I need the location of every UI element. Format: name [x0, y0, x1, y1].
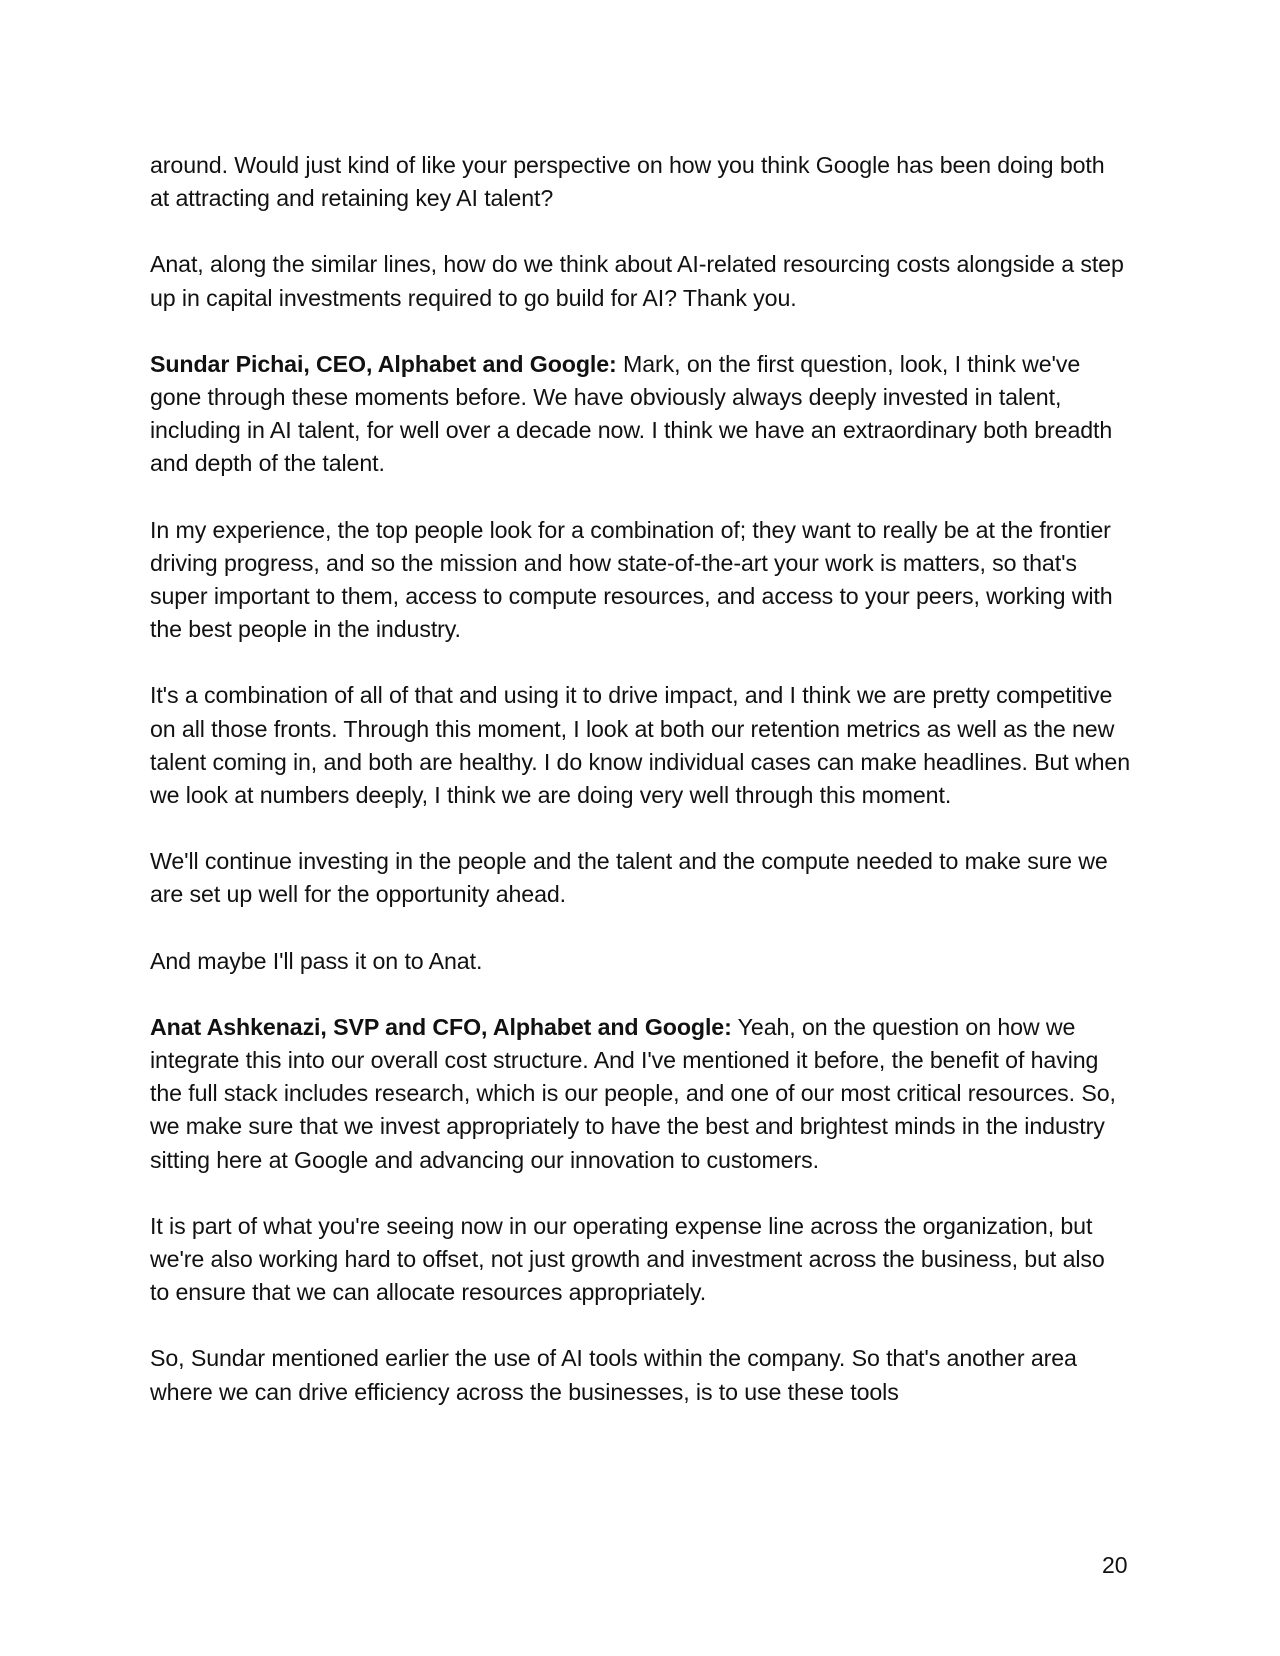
transcript-paragraph [150, 348, 1130, 481]
transcript-paragraph [150, 845, 1130, 911]
transcript-page [150, 149, 1130, 1442]
paragraph-text: So, Sundar mentioned earlier the use of AI tools within the company. So that's another area where we can drive efficiency across the businesses, is to use these tools [150, 1345, 1077, 1405]
transcript-paragraph [150, 1342, 1130, 1408]
paragraph-text: Anat, along the similar lines, how do we think about AI-related resourcing costs alongside a step up in capital investments required to go build for AI? Thank you. [150, 251, 1124, 311]
paragraph-text: around. Would just kind of like your perspective on how you think Google has been doing both at attracting and retaining key AI talent? [150, 152, 1105, 212]
speaker-name: Anat Ashkenazi, SVP and CFO, Alphabet and Google: [150, 1013, 732, 1040]
paragraph-text: We'll continue investing in the people and the talent and the compute needed to make sure we are set up well for the opportunity ahead. [150, 848, 1108, 908]
transcript-paragraph [150, 945, 1130, 978]
page-number: 20 [1102, 1552, 1128, 1578]
paragraph-text: And maybe I'll pass it on to Anat. [150, 947, 483, 974]
transcript-paragraph [150, 1210, 1130, 1310]
paragraph-text: It's a combination of all of that and using it to drive impact, and I think we are pretty competitive on all those fronts. Through this moment, I look at both our retention metrics as well as the new talent coming in, and both are healthy. I do know individual cases can make headlines. But when we look at numbers deeply, I think we are doing very well through this moment. [150, 682, 1131, 809]
transcript-paragraph [150, 514, 1130, 647]
paragraph-text: In my experience, the top people look for a combination of; they want to really be at the frontier driving progress, and so the mission and how state-of-the-art your work is matters, so that's super important to them, access to compute resources, and access to your peers, working with the best people in the industry. [150, 516, 1113, 643]
transcript-paragraph [150, 1011, 1130, 1177]
transcript-paragraph [150, 248, 1130, 314]
transcript-paragraph [150, 149, 1130, 215]
transcript-paragraph [150, 679, 1130, 812]
speaker-name: Sundar Pichai, CEO, Alphabet and Google: [150, 350, 617, 377]
paragraph-text: Mark, on the first question, look, I think we've gone through these moments before. We have obviously always deeply invested in talent, including in AI talent, for well over a decade now. I think we have an extraordinary both breadth and depth of the talent. [150, 350, 1113, 477]
paragraph-text: Yeah, on the question on how we integrate this into our overall cost structure. And I've mentioned it before, the benefit of having the full stack includes research, which is our people, and one of our most critical resources. So, we make sure that we invest appropriately to have the best and brightest minds in the industry sitting here at Google and advancing our innovation to customers. [150, 1013, 1116, 1173]
paragraph-text: It is part of what you're seeing now in our operating expense line across the organization, but we're also working hard to offset, not just growth and investment across the business, but also to ensure that we can allocate resources appropriately. [150, 1212, 1105, 1306]
